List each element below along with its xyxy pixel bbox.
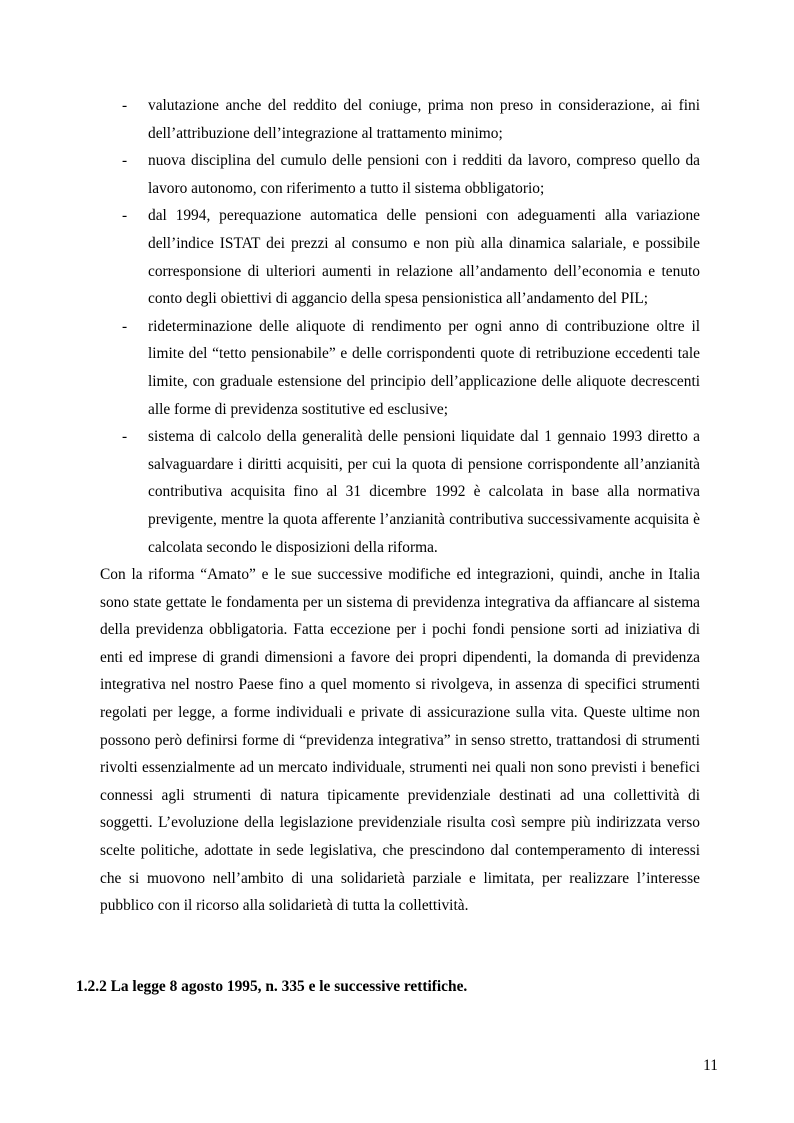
bullet-marker: - bbox=[122, 152, 128, 170]
bullet-list bbox=[100, 92, 700, 561]
section-heading: 1.2.2 La legge 8 agosto 1995, n. 335 e le successive rettifiche. bbox=[76, 978, 468, 995]
bullet-text: dal 1994, perequazione automatica delle pensioni con adeguamenti alla variazione dell’indice ISTAT dei prezzi al consumo e non più alla dinamica salariale, e possibile corresponsione di ulteriori aumenti in relazione all’andamento dell’economia e tenuto conto degli obiettivi di aggancio della spesa pensionistica all’andamento del PIL; bbox=[148, 207, 700, 308]
bullet-text: nuova disciplina del cumulo delle pensioni con i redditi da lavoro, compreso quello da lavoro autonomo, con riferimento a tutto il sistema obbligatorio; bbox=[148, 152, 700, 197]
bullet-marker: - bbox=[122, 428, 128, 446]
bullet-marker: - bbox=[122, 317, 128, 335]
list-item bbox=[100, 313, 700, 423]
list-item bbox=[100, 92, 700, 147]
bullet-text: rideterminazione delle aliquote di rendimento per ogni anno di contribuzione oltre il limite del “tetto pensionabile” e delle corrispondenti quote di retribuzione eccedenti tale limite, con graduale estensione del principio dell’applicazione delle aliquote decrescenti alle forme di previdenza sostitutive ed esclusive; bbox=[148, 317, 700, 418]
list-item bbox=[100, 423, 700, 561]
bullet-marker: - bbox=[122, 207, 128, 225]
body-paragraph: Con la riforma “Amato” e le sue successive modifiche ed integrazioni, quindi, anche in Italia sono state gettate le fondamenta per un sistema di previdenza integrativa da affiancare al sistema della previdenza obbligatoria. Fatta eccezione per i pochi fondi pensione sorti ad iniziativa di enti ed imprese di grandi dimensioni a favore dei propri dipendenti, la domanda di previdenza integrativa nel nostro Paese fino a quel momento si rivolgeva, in assenza di specifici strumenti regolati per legge, a forme individuali e private di assicurazione sulla vita. Queste ultime non possono però definirsi forme di “previdenza integrativa” in senso stretto, trattandosi di strumenti rivolti essenzialmente ad un mercato individuale, strumenti nei quali non sono previsti i benefici connessi agli strumenti di natura tipicamente previdenziale destinati ad una collettività di soggetti. L’evoluzione della legislazione previdenziale risulta così sempre più indirizzata verso scelte politiche, adottate in sede legislativa, che prescindono dal contemperamento di interessi che si muovono nell’ambito di una solidarietà parziale e limitata, per realizzare l’interesse pubblico con il ricorso alla solidarietà di tutta la collettività. bbox=[100, 566, 700, 915]
list-item bbox=[100, 202, 700, 312]
list-item bbox=[100, 147, 700, 202]
bullet-text: valutazione anche del reddito del coniuge, prima non preso in considerazione, ai fini dell’attribuzione dell’integrazione al trattamento minimo; bbox=[148, 97, 700, 142]
bullet-marker: - bbox=[122, 97, 128, 114]
page-number: 11 bbox=[703, 1057, 718, 1074]
bullet-text: sistema di calcolo della generalità delle pensioni liquidate dal 1 gennaio 1993 diretto a salvaguardare i diritti acquisiti, per cui la quota di pensione corrispondente all’anzianità contributiva acquisita fino al 31 dicembre 1992 è calcolata in base alla normativa previgente, mentre la quota afferente l’anzianità contributiva successivamente acquisita è calcolata secondo le disposizioni della riforma. bbox=[148, 428, 700, 556]
